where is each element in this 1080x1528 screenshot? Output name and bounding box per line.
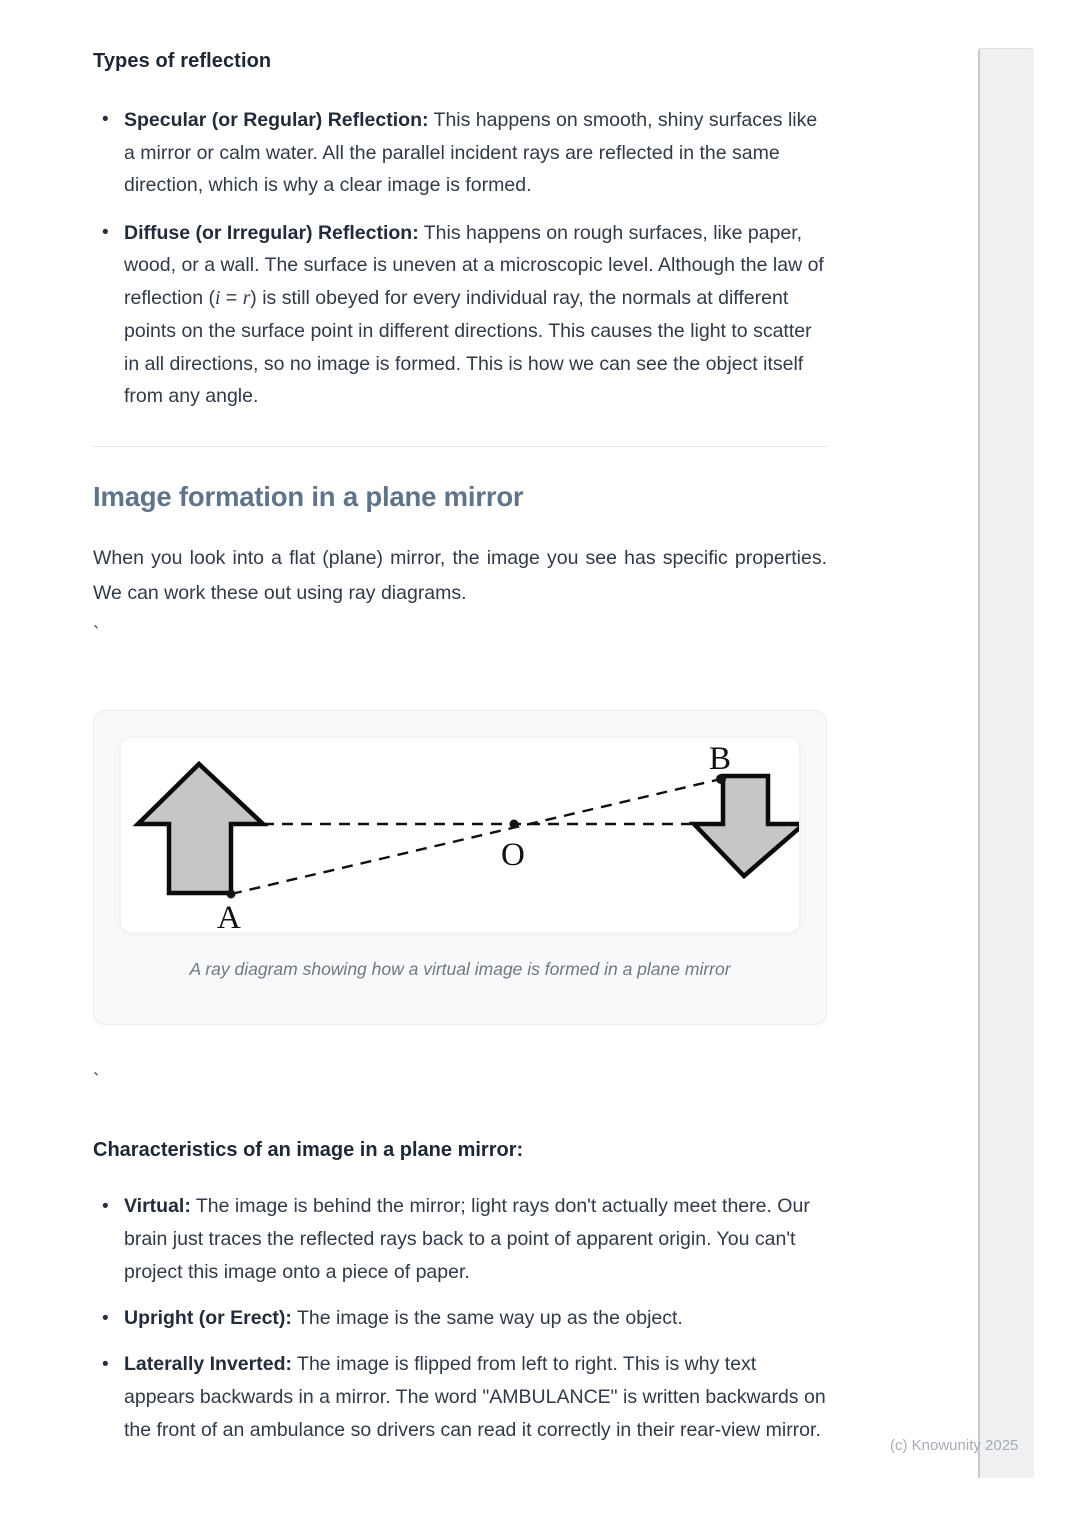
stray-backtick: ` — [93, 1071, 100, 1092]
list-item-text: The image is the same way up as the object. — [291, 1307, 683, 1329]
bullet-dot: • — [102, 1196, 109, 1217]
bullet-dot: • — [102, 1354, 109, 1375]
list-item-text: The image is flipped from left to right. This is why text appears backwards in a mirror. The word "AMBULANCE" is written backwards on the front of an ambulance so drivers can read it correctly in their rear-view mirror. — [124, 1353, 826, 1441]
math-equals: = — [220, 286, 243, 309]
stray-backtick: ` — [93, 624, 100, 645]
list-item-label: Virtual: — [124, 1195, 191, 1217]
list-item-label: Diffuse (or Irregular) Reflection: — [124, 221, 419, 244]
point-o-dot — [510, 820, 519, 829]
image-arrow-down — [694, 776, 799, 876]
ray-diagonal-dashed — [231, 779, 721, 894]
list-item — [93, 104, 827, 202]
mirror-section-intro: When you look into a flat (plane) mirror, the image you see has specific properties. We can work these out using ray diagrams. — [93, 547, 827, 604]
ray-diagram-canvas — [120, 737, 800, 933]
figure-card — [93, 710, 827, 1025]
list-item-text: The image is behind the mirror; light rays don't actually meet there. Our brain just traces the reflected rays back to a point of apparent origin. You can't project this image onto a piece of paper. — [124, 1195, 810, 1283]
ray-diagram-svg — [121, 738, 799, 932]
point-a-dot — [227, 890, 236, 899]
watermark: (c) Knowunity 2025 — [890, 1437, 1019, 1454]
reflection-types-list — [93, 104, 827, 413]
section-divider — [93, 446, 827, 447]
math-var-r: r — [242, 287, 251, 309]
figure-caption: A ray diagram showing how a virtual image is formed in a plane mirror — [189, 959, 731, 979]
point-b-label: B — [709, 741, 732, 777]
bullet-dot: • — [102, 109, 109, 130]
characteristics-heading: Characteristics of an image in a plane mirror: — [93, 1139, 524, 1161]
characteristics-list — [93, 1190, 827, 1460]
math-var-i: i — [215, 287, 221, 309]
list-item — [93, 217, 827, 413]
scrollbar-track[interactable] — [978, 48, 1034, 1478]
list-item — [93, 1302, 827, 1335]
point-o-label: O — [501, 837, 525, 873]
point-a-label: A — [217, 900, 241, 932]
types-of-reflection-section — [93, 50, 827, 428]
mirror-section-heading: Image formation in a plane mirror — [93, 481, 524, 512]
list-item-label: Specular (or Regular) Reflection: — [124, 109, 429, 131]
list-item-label: Laterally Inverted: — [124, 1353, 292, 1375]
list-item-text: ) is still obeyed for every individual ray, the normals at different points on the surface point in different directions. This causes the light to scatter in all directions, so no image is formed. This is how we can see the object itself from any angle. — [124, 286, 812, 407]
list-item-text: This happens on smooth, shiny surfaces like a mirror or calm water. All the parallel incident rays are reflected in the same direction, which is why a clear image is formed. — [124, 109, 818, 196]
types-heading: Types of reflection — [93, 50, 272, 72]
bullet-dot: • — [102, 221, 109, 243]
object-arrow-up — [138, 764, 263, 893]
list-item-text: This happens on rough surfaces, like paper, wood, or a wall. The surface is uneven at a microscopic level. Although the law of reflection ( — [124, 221, 824, 309]
list-item — [93, 1190, 827, 1289]
list-item — [93, 1348, 827, 1447]
list-item-label: Upright (or Erect): — [124, 1307, 292, 1329]
bullet-dot: • — [102, 1308, 109, 1329]
